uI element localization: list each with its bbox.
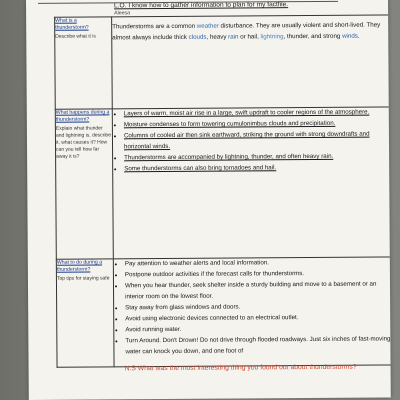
table-row xyxy=(56,257,390,367)
definition-paragraph xyxy=(112,19,391,43)
list-item: • Some thunderstorms can also bring tornadoes and hail. xyxy=(124,162,391,174)
next-step-question: N.S What was the most interesting thing you found out about thunderstorms? xyxy=(124,363,357,373)
learning-objective: L.O. I know how to gather information to plan for my factfile. xyxy=(114,1,289,10)
highlight-word: weather xyxy=(196,22,219,30)
text-run: or hail, xyxy=(238,33,261,41)
list-item: • When you hear thunder, seek shelter inside a sturdy building and move to a basement or an interior room on the lowest floor. xyxy=(125,280,391,302)
row-heading: What is a thunderstorm? xyxy=(55,17,89,31)
list-item: • Moisture condenses to form towering cumulonimbus clouds and precipitation. xyxy=(124,119,391,131)
text-run: Thunderstorms are a common xyxy=(112,22,197,31)
highlight-word: lightning xyxy=(260,33,284,41)
row-content-cell xyxy=(113,257,390,367)
list-item: • Thunderstorms are accompanied by lightning, thunder, and often heavy rain. xyxy=(124,151,391,163)
student-name: Aleesa xyxy=(114,10,130,17)
row-heading: What happens during a thunderstorm? xyxy=(55,109,110,123)
highlight-word: winds xyxy=(342,32,358,40)
table-row xyxy=(55,15,391,109)
row-subtext: Explain what thunder and lightning is, describe it, what causes it? How can you tell how far away it is? xyxy=(55,125,112,160)
list-item: • Layers of warm, moist air rise in a large, swift updraft to cooler regions of the atmosphere. xyxy=(124,107,391,119)
list-item: • Postpone outdoor activities if the forecast calls for thunderstorms. xyxy=(125,269,391,281)
row-label-cell xyxy=(55,109,113,259)
text-run: , thunder, and strong xyxy=(283,32,343,41)
row-heading: What to do during a thunderstorm? xyxy=(56,259,103,273)
list-item: • Avoid using electronic devices connected to an electrical outlet. xyxy=(125,312,391,324)
factfile-table xyxy=(54,14,391,367)
list-item: • Turn Around. Don't Drown! Do not drive through flooded roadways. Just six inches of fast-moving water can knock you down, and one foot of xyxy=(125,335,390,357)
text-run: . xyxy=(357,32,360,40)
highlight-word: clouds xyxy=(188,33,207,42)
row-content-cell xyxy=(112,15,391,109)
row-label-cell xyxy=(56,259,114,367)
text-run: , heavy xyxy=(206,33,229,41)
list-item: • Pay attention to weather alerts and local information. xyxy=(125,257,391,269)
list-item: • Avoid running water. xyxy=(125,324,391,336)
highlight-word: rain xyxy=(228,33,239,41)
row-label-cell xyxy=(55,17,113,109)
list-item: • Stay away from glass windows and doors. xyxy=(125,301,391,313)
row-subtext: Describe what it is xyxy=(55,33,96,40)
thunderstorm-facts-list xyxy=(113,107,391,174)
text-run: disturbance. They are usually violent and short-lived. They almost always include thick xyxy=(112,21,381,42)
row-subtext: Top tips for staying safe xyxy=(56,275,110,282)
table-row xyxy=(55,107,391,259)
safety-tips-list xyxy=(114,257,391,357)
list-item: • Columns of cooled air then sink earthward, striking the ground with strong downdrafts and horizontal winds. xyxy=(124,130,391,152)
row-content-cell xyxy=(112,107,391,259)
worksheet-page xyxy=(26,0,391,400)
